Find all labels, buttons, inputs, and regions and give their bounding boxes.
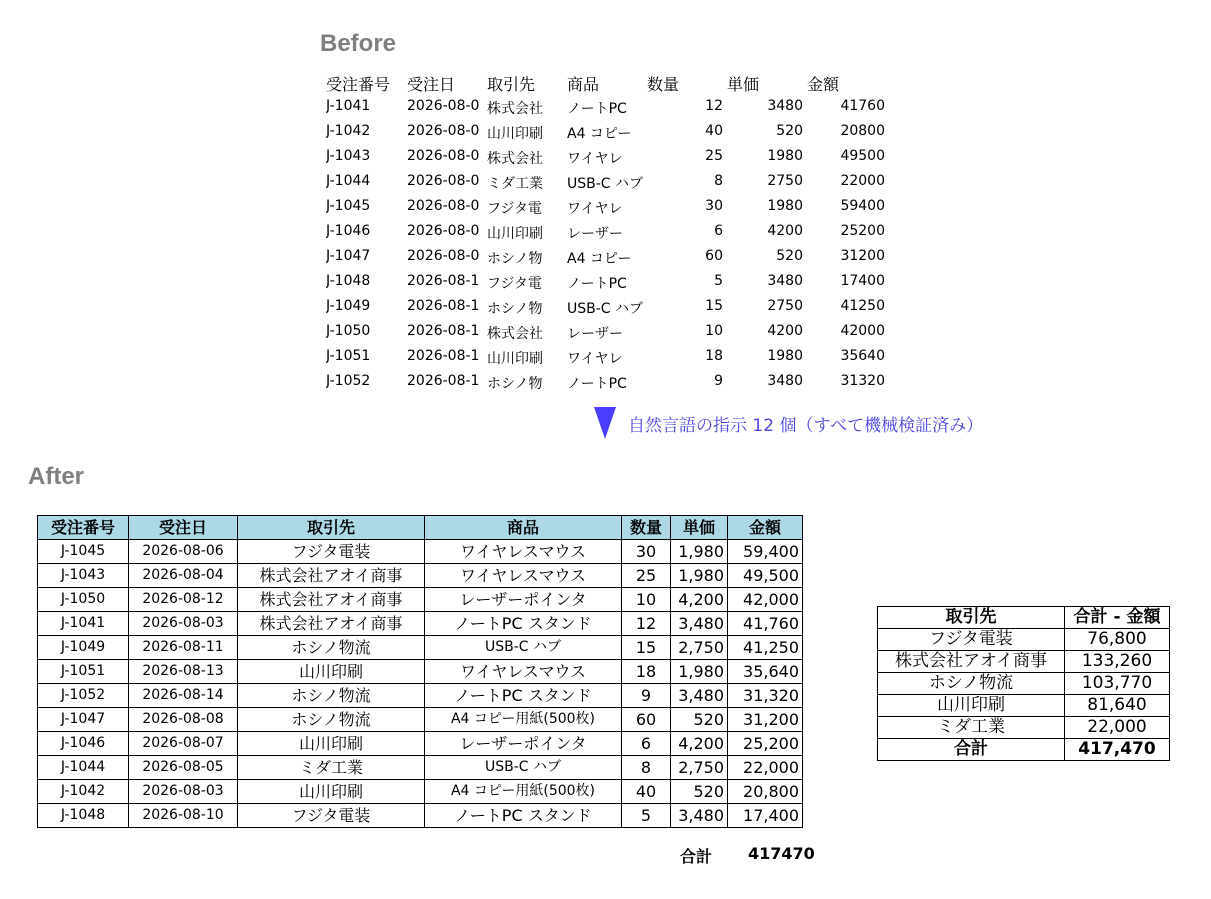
before-cell: 41760 <box>840 98 885 114</box>
pivot-cell: 103,770 <box>1065 673 1170 695</box>
before-cell: 15 <box>705 298 723 314</box>
before-cell: ノートPC <box>567 276 627 292</box>
before-cell: J-1041 <box>326 98 371 114</box>
pivot-row <box>878 673 1170 695</box>
table-cell: 1,980 <box>671 660 728 684</box>
table-cell: ホシノ物流 <box>238 636 425 660</box>
before-row <box>323 271 923 296</box>
before-cell: J-1042 <box>326 123 371 139</box>
pivot-total-cell: 合計 <box>878 739 1065 761</box>
table-cell: 5 <box>622 804 671 828</box>
table-cell: 35,640 <box>728 660 803 684</box>
after-header-cell: 数量 <box>622 516 671 540</box>
table-cell: J-1047 <box>38 708 129 732</box>
before-cell: 5 <box>714 273 723 289</box>
before-header-row <box>323 70 923 96</box>
before-cell: J-1050 <box>326 323 371 339</box>
table-cell: 30 <box>622 540 671 564</box>
pivot-row <box>878 651 1170 673</box>
before-cell: 2026-08-0 <box>407 173 480 189</box>
table-row <box>38 780 803 804</box>
table-row <box>38 684 803 708</box>
before-header-cell: 数量 <box>647 75 680 94</box>
pivot-total-row <box>878 739 1170 761</box>
table-cell: ノートPC スタンド <box>425 612 622 636</box>
table-cell: J-1048 <box>38 804 129 828</box>
table-cell: 6 <box>622 732 671 756</box>
pivot-cell: 山川印刷 <box>878 695 1065 717</box>
before-sheet <box>323 70 923 396</box>
table-cell: J-1052 <box>38 684 129 708</box>
table-cell: 12 <box>622 612 671 636</box>
before-cell: 2026-08-1 <box>407 348 480 364</box>
before-cell: ホシノ物 <box>487 251 543 267</box>
after-table <box>37 515 803 828</box>
before-cell: 60 <box>705 248 723 264</box>
before-cell: ホシノ物 <box>487 301 543 317</box>
before-cell: J-1047 <box>326 248 371 264</box>
pivot-cell: 株式会社アオイ商事 <box>878 651 1065 673</box>
table-row <box>38 540 803 564</box>
before-cell: 520 <box>776 248 803 264</box>
before-cell: 2026-08-0 <box>407 98 480 114</box>
table-cell: 株式会社アオイ商事 <box>238 612 425 636</box>
grand-total-value: 417470 <box>748 844 815 863</box>
before-cell: 12 <box>705 98 723 114</box>
before-row <box>323 121 923 146</box>
after-header-cell: 金額 <box>728 516 803 540</box>
before-row <box>323 171 923 196</box>
instruction-caption: 自然言語の指示 12 個（すべて機械検証済み） <box>628 416 984 436</box>
before-cell: 2750 <box>767 298 803 314</box>
table-cell: J-1045 <box>38 540 129 564</box>
table-cell: ノートPC スタンド <box>425 684 622 708</box>
before-cell: 2026-08-1 <box>407 373 480 389</box>
before-cell: フジタ電 <box>487 201 542 217</box>
before-cell: J-1051 <box>326 348 371 364</box>
before-row <box>323 246 923 271</box>
before-cell: A4 コピー <box>567 126 632 142</box>
table-cell: A4 コピー用紙(500枚) <box>425 708 622 732</box>
pivot-row <box>878 629 1170 651</box>
before-cell: A4 コピー <box>567 251 632 267</box>
before-cell: 10 <box>705 323 723 339</box>
before-cell: 2026-08-0 <box>407 148 480 164</box>
before-cell: 2750 <box>767 173 803 189</box>
before-title: Before <box>320 30 397 57</box>
table-cell: 20,800 <box>728 780 803 804</box>
before-cell: J-1049 <box>326 298 371 314</box>
pivot-cell: 22,000 <box>1065 717 1170 739</box>
before-cell: 2026-08-0 <box>407 198 480 214</box>
before-cell: 49500 <box>840 148 885 164</box>
before-cell: 2026-08-1 <box>407 298 480 314</box>
before-cell: ワイヤレ <box>567 151 623 167</box>
table-cell: 2026-08-08 <box>129 708 238 732</box>
pivot-row <box>878 695 1170 717</box>
pivot-header-cell: 合計 - 金額 <box>1065 607 1170 629</box>
table-cell: フジタ電装 <box>238 540 425 564</box>
before-cell: ミダ工業 <box>487 176 543 192</box>
table-row <box>38 636 803 660</box>
table-cell: 59,400 <box>728 540 803 564</box>
before-cell: 1980 <box>767 148 803 164</box>
before-row <box>323 96 923 121</box>
before-cell: 株式会社 <box>487 326 543 342</box>
table-cell: 520 <box>671 780 728 804</box>
before-cell: J-1048 <box>326 273 371 289</box>
before-cell: 4200 <box>767 323 803 339</box>
table-cell: 15 <box>622 636 671 660</box>
pivot-header-row <box>878 607 1170 629</box>
before-cell: 2026-08-1 <box>407 323 480 339</box>
table-cell: レーザーポインタ <box>425 732 622 756</box>
before-cell: J-1043 <box>326 148 371 164</box>
before-header-cell: 受注日 <box>407 75 456 94</box>
table-cell: 1,980 <box>671 540 728 564</box>
table-cell: 41,250 <box>728 636 803 660</box>
before-cell: 8 <box>714 173 723 189</box>
table-cell: ワイヤレスマウス <box>425 564 622 588</box>
pivot-cell: ミダ工業 <box>878 717 1065 739</box>
table-row <box>38 564 803 588</box>
after-header-cell: 商品 <box>425 516 622 540</box>
before-header-cell: 金額 <box>807 75 840 94</box>
pivot-cell: フジタ電装 <box>878 629 1065 651</box>
table-cell: 2,750 <box>671 756 728 780</box>
before-header-cell: 受注番号 <box>326 75 391 94</box>
table-cell: 40 <box>622 780 671 804</box>
table-cell: 山川印刷 <box>238 780 425 804</box>
before-row <box>323 346 923 371</box>
table-cell: 60 <box>622 708 671 732</box>
after-header-cell: 受注番号 <box>38 516 129 540</box>
before-cell: 17400 <box>840 273 885 289</box>
table-cell: 3,480 <box>671 684 728 708</box>
before-row <box>323 196 923 221</box>
table-cell: ミダ工業 <box>238 756 425 780</box>
table-cell: 8 <box>622 756 671 780</box>
before-row <box>323 321 923 346</box>
table-cell: 株式会社アオイ商事 <box>238 588 425 612</box>
before-cell: レーザー <box>567 326 623 342</box>
before-cell: 山川印刷 <box>487 126 543 142</box>
before-cell: 3480 <box>767 98 803 114</box>
before-cell: 20800 <box>840 123 885 139</box>
down-arrow-icon <box>594 407 616 439</box>
before-cell: J-1046 <box>326 223 371 239</box>
table-cell: ワイヤレスマウス <box>425 660 622 684</box>
before-cell: 25200 <box>840 223 885 239</box>
before-cell: 22000 <box>840 173 885 189</box>
before-cell: 9 <box>714 373 723 389</box>
table-cell: 2026-08-06 <box>129 540 238 564</box>
table-cell: 4,200 <box>671 588 728 612</box>
table-cell: 株式会社アオイ商事 <box>238 564 425 588</box>
pivot-table <box>877 606 1170 761</box>
table-cell: 4,200 <box>671 732 728 756</box>
table-cell: 17,400 <box>728 804 803 828</box>
table-cell: 2026-08-12 <box>129 588 238 612</box>
table-cell: J-1051 <box>38 660 129 684</box>
table-cell: J-1050 <box>38 588 129 612</box>
before-cell: ノートPC <box>567 376 627 392</box>
after-header-cell: 取引先 <box>238 516 425 540</box>
table-cell: 2026-08-13 <box>129 660 238 684</box>
table-cell: J-1044 <box>38 756 129 780</box>
table-cell: 山川印刷 <box>238 660 425 684</box>
before-cell: J-1044 <box>326 173 371 189</box>
table-cell: 2026-08-11 <box>129 636 238 660</box>
pivot-cell: 76,800 <box>1065 629 1170 651</box>
before-cell: 31320 <box>840 373 885 389</box>
table-cell: レーザーポインタ <box>425 588 622 612</box>
table-row <box>38 732 803 756</box>
before-cell: 株式会社 <box>487 101 543 117</box>
before-cell: 30 <box>705 198 723 214</box>
before-cell: ワイヤレ <box>567 201 623 217</box>
table-cell: 520 <box>671 708 728 732</box>
pivot-cell: 81,640 <box>1065 695 1170 717</box>
table-row <box>38 708 803 732</box>
table-cell: 25 <box>622 564 671 588</box>
pivot-header-cell: 取引先 <box>878 607 1065 629</box>
pivot-row <box>878 717 1170 739</box>
table-cell: 1,980 <box>671 564 728 588</box>
table-cell: J-1042 <box>38 780 129 804</box>
before-cell: 株式会社 <box>487 151 543 167</box>
table-cell: J-1049 <box>38 636 129 660</box>
before-cell: 18 <box>705 348 723 364</box>
table-cell: ノートPC スタンド <box>425 804 622 828</box>
table-row <box>38 612 803 636</box>
before-cell: 31200 <box>840 248 885 264</box>
before-cell: 3480 <box>767 273 803 289</box>
grand-total-label: 合計 <box>680 847 713 866</box>
table-cell: 31,320 <box>728 684 803 708</box>
table-cell: 3,480 <box>671 804 728 828</box>
before-cell: 4200 <box>767 223 803 239</box>
before-row <box>323 221 923 246</box>
before-cell: 42000 <box>840 323 885 339</box>
before-cell: J-1052 <box>326 373 371 389</box>
table-cell: 42,000 <box>728 588 803 612</box>
table-cell: 9 <box>622 684 671 708</box>
after-header-cell: 受注日 <box>129 516 238 540</box>
before-row <box>323 371 923 396</box>
after-header-cell: 単価 <box>671 516 728 540</box>
table-row <box>38 660 803 684</box>
table-cell: 2026-08-14 <box>129 684 238 708</box>
pivot-cell: ホシノ物流 <box>878 673 1065 695</box>
before-cell: ホシノ物 <box>487 376 543 392</box>
before-cell: 6 <box>714 223 723 239</box>
table-cell: 10 <box>622 588 671 612</box>
table-cell: J-1043 <box>38 564 129 588</box>
table-cell: 2026-08-04 <box>129 564 238 588</box>
table-cell: 31,200 <box>728 708 803 732</box>
after-title: After <box>28 463 85 490</box>
before-cell: 2026-08-0 <box>407 248 480 264</box>
table-cell: 25,200 <box>728 732 803 756</box>
table-row <box>38 756 803 780</box>
table-cell: 41,760 <box>728 612 803 636</box>
table-cell: 2,750 <box>671 636 728 660</box>
table-cell: A4 コピー用紙(500枚) <box>425 780 622 804</box>
pivot-cell: 133,260 <box>1065 651 1170 673</box>
table-cell: 2026-08-03 <box>129 612 238 636</box>
table-cell: USB-C ハブ <box>425 756 622 780</box>
before-cell: 25 <box>705 148 723 164</box>
before-cell: フジタ電 <box>487 276 542 292</box>
before-cell: USB-C ハブ <box>567 301 644 317</box>
table-cell: ホシノ物流 <box>238 684 425 708</box>
table-row <box>38 588 803 612</box>
before-cell: 2026-08-0 <box>407 123 480 139</box>
table-cell: 18 <box>622 660 671 684</box>
before-cell: レーザー <box>567 226 623 242</box>
table-cell: J-1046 <box>38 732 129 756</box>
before-cell: ワイヤレ <box>567 351 623 367</box>
table-cell: フジタ電装 <box>238 804 425 828</box>
before-cell: 山川印刷 <box>487 226 543 242</box>
before-cell: 2026-08-1 <box>407 273 480 289</box>
before-cell: 41250 <box>840 298 885 314</box>
before-cell: 1980 <box>767 198 803 214</box>
before-cell: 山川印刷 <box>487 351 543 367</box>
before-header-cell: 商品 <box>567 75 600 94</box>
table-cell: 山川印刷 <box>238 732 425 756</box>
table-cell: 22,000 <box>728 756 803 780</box>
table-cell: 2026-08-07 <box>129 732 238 756</box>
before-cell: 520 <box>776 123 803 139</box>
table-cell: ホシノ物流 <box>238 708 425 732</box>
before-header-cell: 単価 <box>727 75 760 94</box>
pivot-total-cell: 417,470 <box>1065 739 1170 761</box>
before-cell: 1980 <box>767 348 803 364</box>
table-cell: USB-C ハブ <box>425 636 622 660</box>
before-row <box>323 146 923 171</box>
table-cell: 3,480 <box>671 612 728 636</box>
before-cell: 40 <box>705 123 723 139</box>
before-cell: 35640 <box>840 348 885 364</box>
after-header-row <box>38 516 803 540</box>
table-cell: 2026-08-03 <box>129 780 238 804</box>
before-header-cell: 取引先 <box>487 75 536 94</box>
table-cell: 2026-08-05 <box>129 756 238 780</box>
before-cell: ノートPC <box>567 101 627 117</box>
table-cell: 49,500 <box>728 564 803 588</box>
table-cell: J-1041 <box>38 612 129 636</box>
before-cell: 59400 <box>840 198 885 214</box>
before-cell: J-1045 <box>326 198 371 214</box>
before-row <box>323 296 923 321</box>
before-cell: USB-C ハブ <box>567 176 644 192</box>
before-cell: 3480 <box>767 373 803 389</box>
table-cell: ワイヤレスマウス <box>425 540 622 564</box>
table-row <box>38 804 803 828</box>
table-cell: 2026-08-10 <box>129 804 238 828</box>
before-cell: 2026-08-0 <box>407 223 480 239</box>
